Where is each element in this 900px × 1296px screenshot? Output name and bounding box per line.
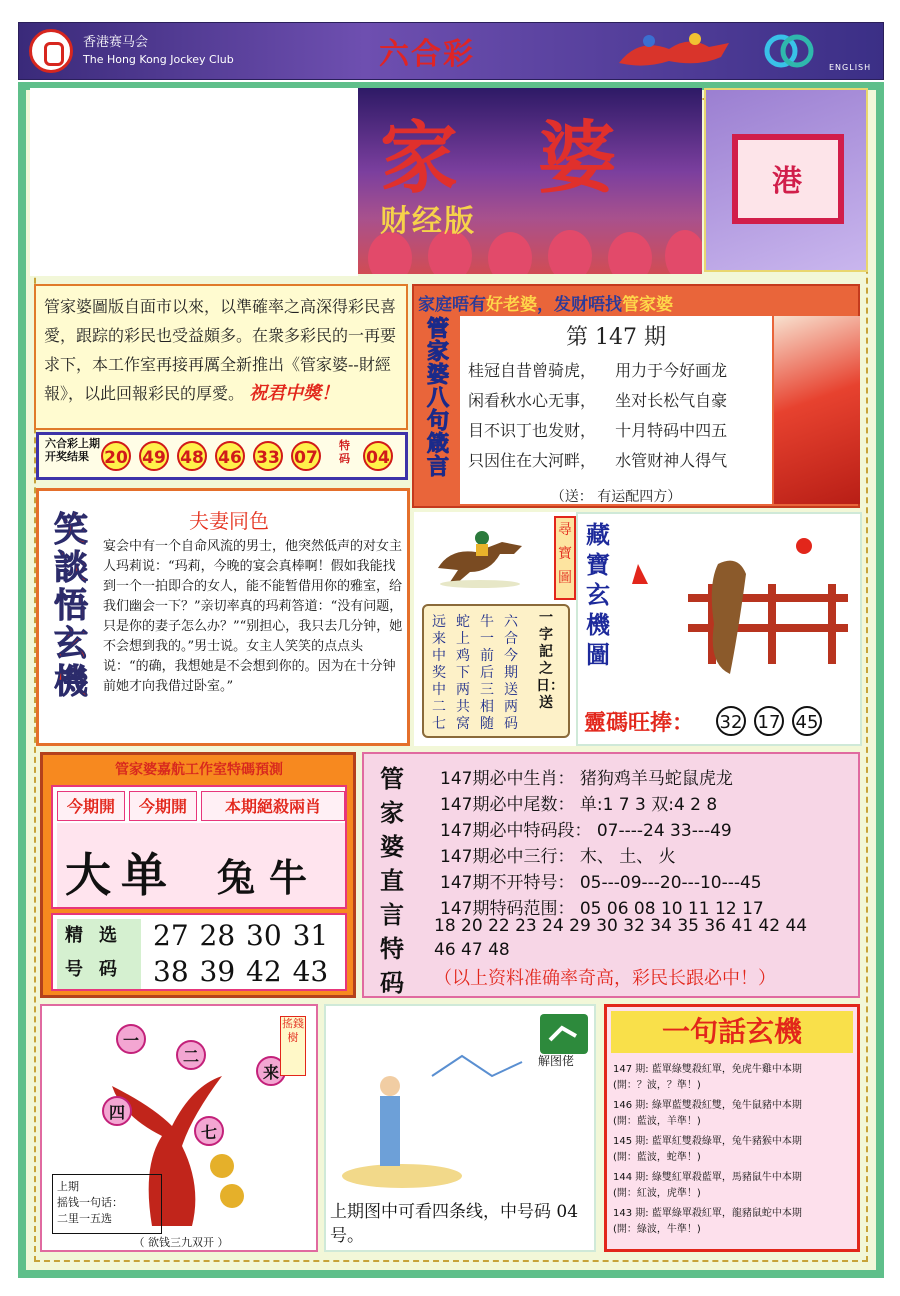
pred-header: 本期絕殺兩肖 — [201, 791, 345, 821]
tree-hint-box: 上期 摇钱一句话： 二里一五选 — [52, 1174, 162, 1234]
mark-six-title: 六合彩 — [379, 37, 475, 72]
pred-kill: 兔牛 — [217, 855, 322, 900]
ferret-fence-icon — [618, 524, 858, 694]
tree-fruit: 一 — [116, 1024, 146, 1054]
poem-side-title: 管家婆八句箴言 — [426, 317, 449, 480]
club-name-en: The Hong Kong Jockey Club — [83, 53, 234, 66]
forecast-line: 18 20 22 23 24 29 30 32 34 35 36 41 42 44 — [434, 916, 808, 936]
poem-line: 桂冠自昔曾骑虎， 用力于今好画龙 — [468, 361, 728, 380]
result-ball: 33 — [253, 441, 283, 471]
poem-headline-hl1: 好老婆 — [486, 295, 537, 315]
poem-headline-a: 家庭唔有 — [418, 295, 486, 315]
lucky-label: 靈碼旺捧： — [584, 711, 695, 736]
issue-number: 第 147 期 — [566, 325, 666, 350]
header-bar — [18, 22, 884, 80]
puzzle-panel — [324, 1004, 596, 1252]
one-sentence-line: 146 期: 綠單藍雙殺紅雙，兔牛鼠豬中本期 — [613, 1100, 802, 1111]
picks-label: 精选号码 — [57, 919, 141, 989]
results-label: 六合彩上期开奖结果 — [45, 437, 100, 463]
intro-text-box — [34, 284, 408, 430]
tree-fruit: 七 — [194, 1116, 224, 1146]
poem-card — [460, 316, 772, 504]
treasure-tag: 尋寶圖 — [554, 516, 576, 600]
prediction-picks — [51, 913, 347, 991]
one-sentence-line: (開：？波，？準！) — [613, 1080, 701, 1091]
prediction-table — [51, 785, 347, 909]
poem-headline — [418, 290, 673, 315]
result-ball: 48 — [177, 441, 207, 471]
banner-blank-area — [30, 88, 358, 276]
lantern-char: 港 — [772, 164, 802, 199]
racehorse-rider-icon — [430, 524, 530, 590]
forecast-line: 147期必中特码段： 07----24 33---49 — [440, 821, 732, 841]
forecast-line: 147期必中生肖： 猪狗鸡羊马蛇鼠虎龙 — [440, 769, 733, 789]
treasure-panel — [576, 512, 862, 746]
joke-panel — [36, 488, 410, 746]
one-sentence-line: (開：紅波，虎準！) — [613, 1188, 701, 1199]
result-ball: 20 — [101, 441, 131, 471]
verse-column: 牛一前后三相随 — [480, 614, 494, 732]
lantern-panel — [704, 88, 868, 272]
treasure-side-title: 藏寶玄機圖 — [586, 520, 610, 669]
poem-gift: （送： 有运配四方） — [550, 489, 682, 505]
sage-picture-icon — [332, 1036, 532, 1196]
one-sentence-line: (開：綠波，牛準！) — [613, 1224, 701, 1235]
forecast-line: 147期必中三行： 木、 土、 火 — [440, 847, 676, 867]
scroll-verse — [422, 604, 570, 738]
banner-title: 家婆 — [380, 113, 697, 204]
lucky-number: 45 — [792, 706, 822, 736]
forecast-line: 46 47 48 — [434, 940, 510, 960]
last-draw-results — [36, 432, 408, 480]
forecast-line: 147期特码范围： 05 06 08 10 11 12 17 — [440, 899, 764, 919]
one-sentence-title: 一句話玄機 — [611, 1011, 853, 1053]
poem-headline-hl2: 管家婆 — [622, 295, 673, 315]
joke-text: 宴会中有一个自命风流的男士，他突然低声的对女主人玛莉说：“玛莉，今晚的宴会真棒啊！假如我能找到一个一拍即合的女人，能不能暂借用你的雅室，给我们幽会一下？”亲切率真的玛莉答道：“没有问题，只是你的妻子怎么办？”“别担心，我只去几分钟，她不会想到我的。”男士说。女主人笑笑的点点头说：“的确，我想她是不会想到你的。因为在十分钟前她才向我借过卧室。” — [103, 539, 403, 694]
special-ball: 04 — [363, 441, 393, 471]
special-label: 特码 — [339, 439, 350, 465]
tree-fruit: 来 — [256, 1056, 286, 1086]
fortune-panel — [414, 512, 602, 746]
club-name-cn: 香港赛马会 — [83, 35, 149, 50]
one-sentence-line: 143 期: 藍單綠單殺紅單，龍豬鼠蛇中本期 — [613, 1208, 802, 1219]
lucky-number: 32 — [716, 706, 746, 736]
verse-column: 蛇上鸡下两共窝 — [456, 614, 470, 732]
racehorse-icon — [609, 27, 739, 75]
prediction-values — [57, 823, 345, 907]
picks-row: 27 28 30 31 — [153, 919, 329, 952]
tree-fruit: 二 — [176, 1040, 206, 1070]
one-sentence-panel — [604, 1004, 860, 1252]
one-sentence-line: (開：藍波，羊準！) — [613, 1116, 701, 1127]
pred-header: 今期開 — [129, 791, 197, 821]
intro-blessing: 祝君中獎！ — [249, 383, 340, 404]
one-sentence-line: 145 期: 藍單紅雙殺綠單，兔牛豬猴中本期 — [613, 1136, 802, 1147]
result-ball: 49 — [139, 441, 169, 471]
mark-six-rings-icon[interactable] — [759, 31, 819, 71]
pred-header: 今期開 — [57, 791, 125, 821]
intro-text: 管家婆圖版自面市以來，以準確率之高深得彩民喜愛，跟踪的彩民也受益頗多。在衆多彩民的一再要求下，本工作室再接再厲全新推出《管家婆--財經報》，以此回報彩民的厚愛。 — [44, 297, 397, 403]
solver-label: 解图佬 — [538, 1054, 575, 1068]
english-link[interactable]: ENGLISH — [829, 63, 872, 72]
prediction-panel — [40, 752, 356, 998]
prediction-title: 管家婆嘉航工作室特碼預測 — [115, 762, 283, 778]
one-sentence-line: 144 期: 綠雙紅單殺藍單，馬豬鼠牛中本期 — [613, 1172, 802, 1183]
verse-column: 六合今期送两码 — [504, 614, 518, 732]
forecast-panel — [362, 752, 860, 998]
bride-image — [774, 316, 860, 504]
joke-heading: 夫妻同色 — [189, 509, 269, 533]
banner-subtitle: 财经版 — [380, 204, 476, 239]
forecast-side-title: 管家婆直言特码 — [380, 764, 404, 997]
picks-row: 38 39 42 43 — [153, 955, 329, 988]
one-sentence-line: (開：藍波，蛇準！) — [613, 1152, 701, 1163]
forecast-note: （以上资料准确率奇高，彩民长跟必中！） — [434, 968, 776, 989]
poem-panel — [412, 284, 860, 508]
one-sentence-line: 147 期: 藍單綠雙殺紅單，免虎牛雞中本期 — [613, 1064, 802, 1075]
joke-side-title: 笑談悟玄機 — [54, 510, 88, 702]
forecast-line: 147期必中尾数： 单:1 7 3 双:4 2 8 — [440, 795, 718, 815]
jockey-club-logo[interactable] — [29, 29, 73, 73]
pred-dan: 大单 — [65, 848, 177, 902]
result-ball: 46 — [215, 441, 245, 471]
forecast-line: 147期不开特号： 05---09---20---10---45 — [440, 873, 762, 893]
verse-key: 一字記之日：送 — [536, 610, 564, 711]
poem-line: 目不识丁也发财， 十月特码中四五 — [468, 421, 728, 440]
verse-column: 远来中奖中二七 — [432, 614, 446, 732]
puzzle-caption: 上期图中可看四条线，中号码 04 号。 — [330, 1202, 579, 1246]
tree-fruit: 四 — [102, 1096, 132, 1126]
poem-headline-b: ，发财唔找 — [537, 295, 622, 315]
money-tree-tag: 搖錢樹 — [280, 1016, 306, 1076]
money-tree-panel — [40, 1004, 318, 1252]
lantern-icon — [732, 134, 844, 224]
poem-line: 只因住在大河畔， 水管财神人得气 — [468, 451, 728, 470]
poem-line: 闲看秋水心无事， 坐对长松气自豪 — [468, 391, 728, 410]
result-ball: 07 — [291, 441, 321, 471]
lucky-number: 17 — [754, 706, 784, 736]
tree-caption: （ 欲钱三九双开 ） — [133, 1236, 229, 1249]
